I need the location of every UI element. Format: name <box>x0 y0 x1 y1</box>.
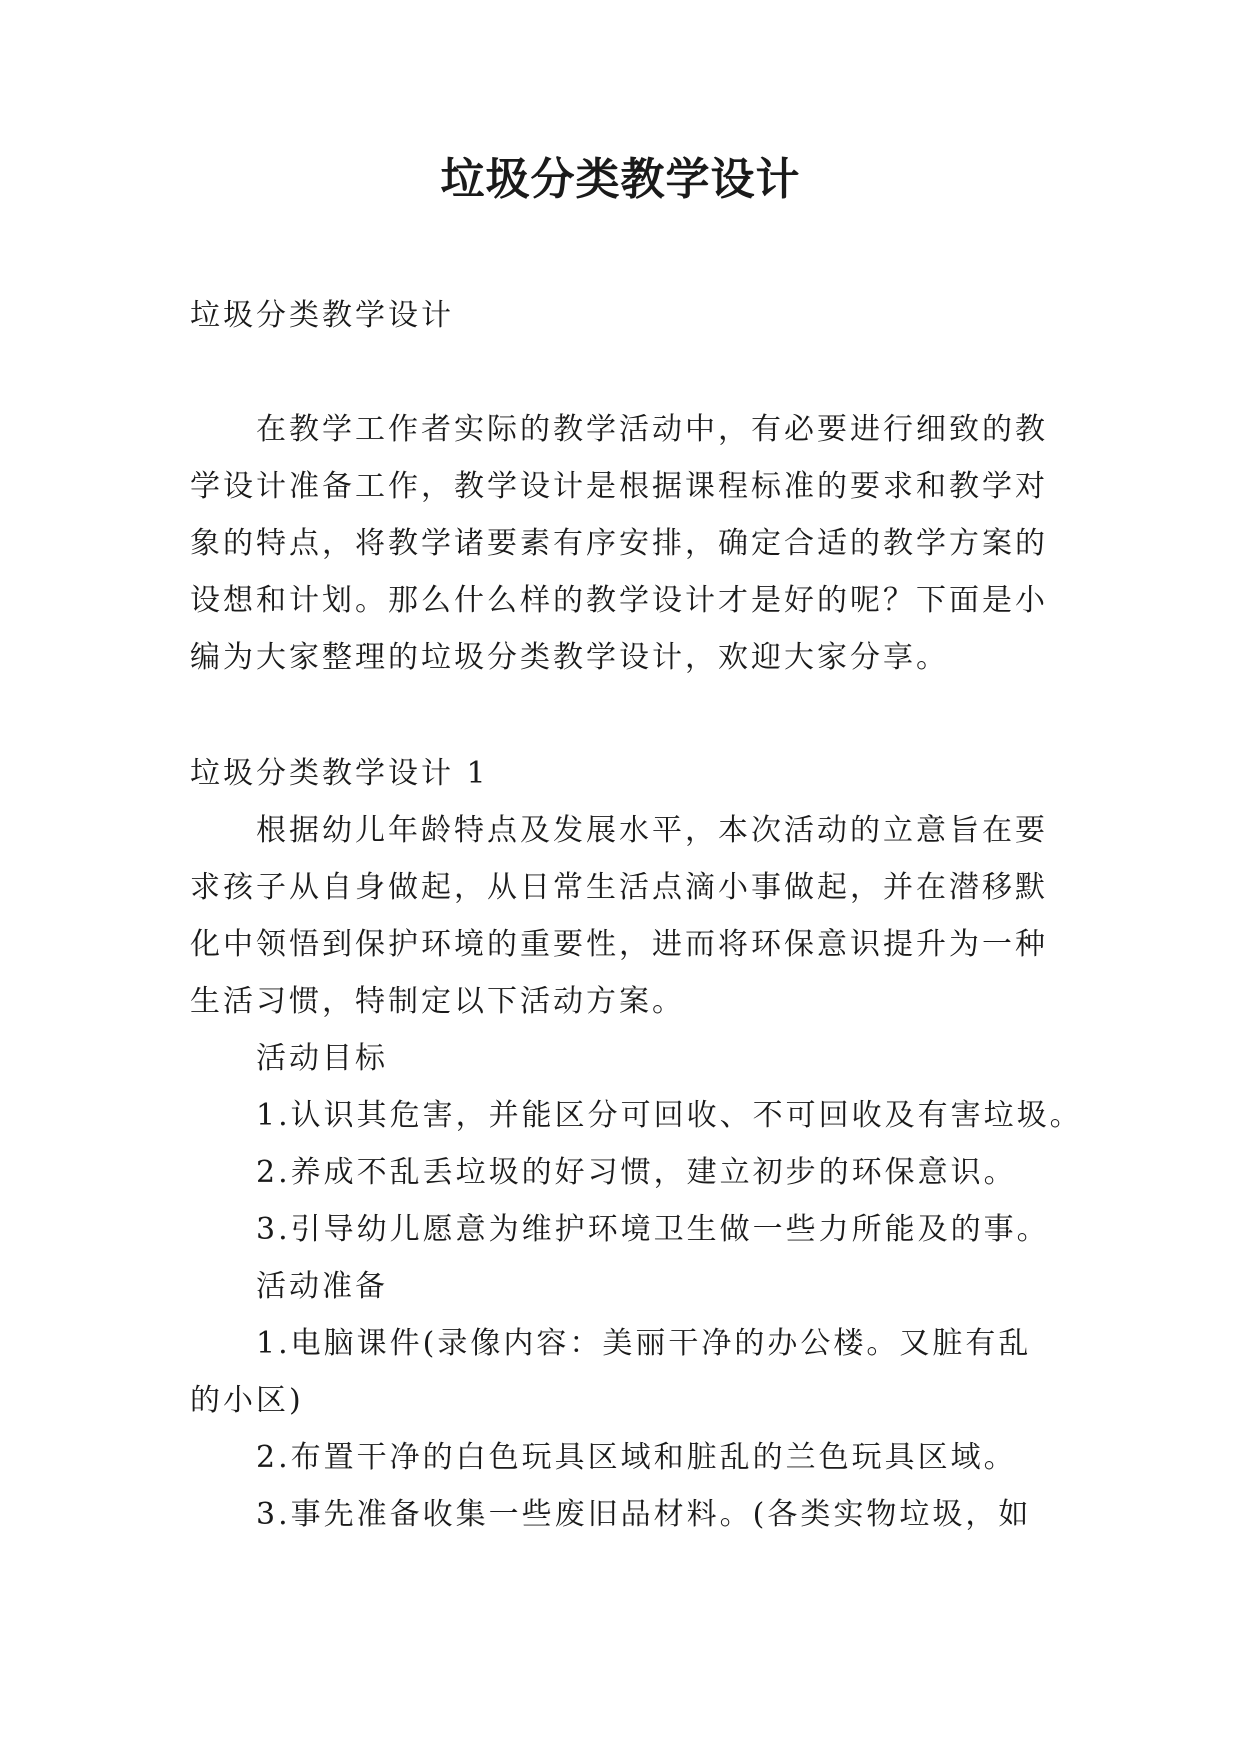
intro-line: 学设计准备工作，教学设计是根据课程标准的要求和教学对 <box>190 469 1048 504</box>
intro-line: 在教学工作者实际的教学活动中，有必要进行细致的教 <box>256 412 1048 447</box>
goal-item: 3.引导幼儿愿意为维护环境卫生做一些力所能及的事。 <box>256 1212 1050 1247</box>
intro-line: 编为大家整理的垃圾分类教学设计，欢迎大家分享。 <box>190 640 949 675</box>
prep-heading: 活动准备 <box>256 1269 388 1304</box>
goal-item: 1.认识其危害，并能区分可回收、不可回收及有害垃圾。 <box>256 1098 1083 1133</box>
intro-line: 象的特点，将教学诸要素有序安排，确定合适的教学方案的 <box>190 526 1048 561</box>
paragraph-line: 化中领悟到保护环境的重要性，进而将环保意识提升为一种 <box>190 927 1048 962</box>
document-subtitle: 垃圾分类教学设计 <box>190 298 454 333</box>
intro-line: 设想和计划。那么什么样的教学设计才是好的呢？下面是小 <box>190 583 1048 618</box>
prep-item: 2.布置干净的白色玩具区域和脏乱的兰色玩具区域。 <box>256 1440 1017 1475</box>
goals-heading: 活动目标 <box>256 1041 388 1076</box>
prep-item: 3.事先准备收集一些废旧品材料。(各类实物垃圾，如 <box>256 1497 1032 1532</box>
paragraph-line: 生活习惯，特制定以下活动方案。 <box>190 984 685 1019</box>
prep-item: 1.电脑课件(录像内容：美丽干净的办公楼。又脏有乱 <box>256 1326 1032 1361</box>
paragraph-line: 求孩子从自身做起，从日常生活点滴小事做起，并在潜移默 <box>190 870 1048 905</box>
prep-item-continued: 的小区) <box>190 1383 304 1418</box>
document-title: 垃圾分类教学设计 <box>440 154 801 205</box>
paragraph-line: 根据幼儿年龄特点及发展水平，本次活动的立意旨在要 <box>256 813 1048 848</box>
section-heading: 垃圾分类教学设计 1 <box>190 756 489 791</box>
goal-item: 2.养成不乱丢垃圾的好习惯，建立初步的环保意识。 <box>256 1155 1017 1190</box>
